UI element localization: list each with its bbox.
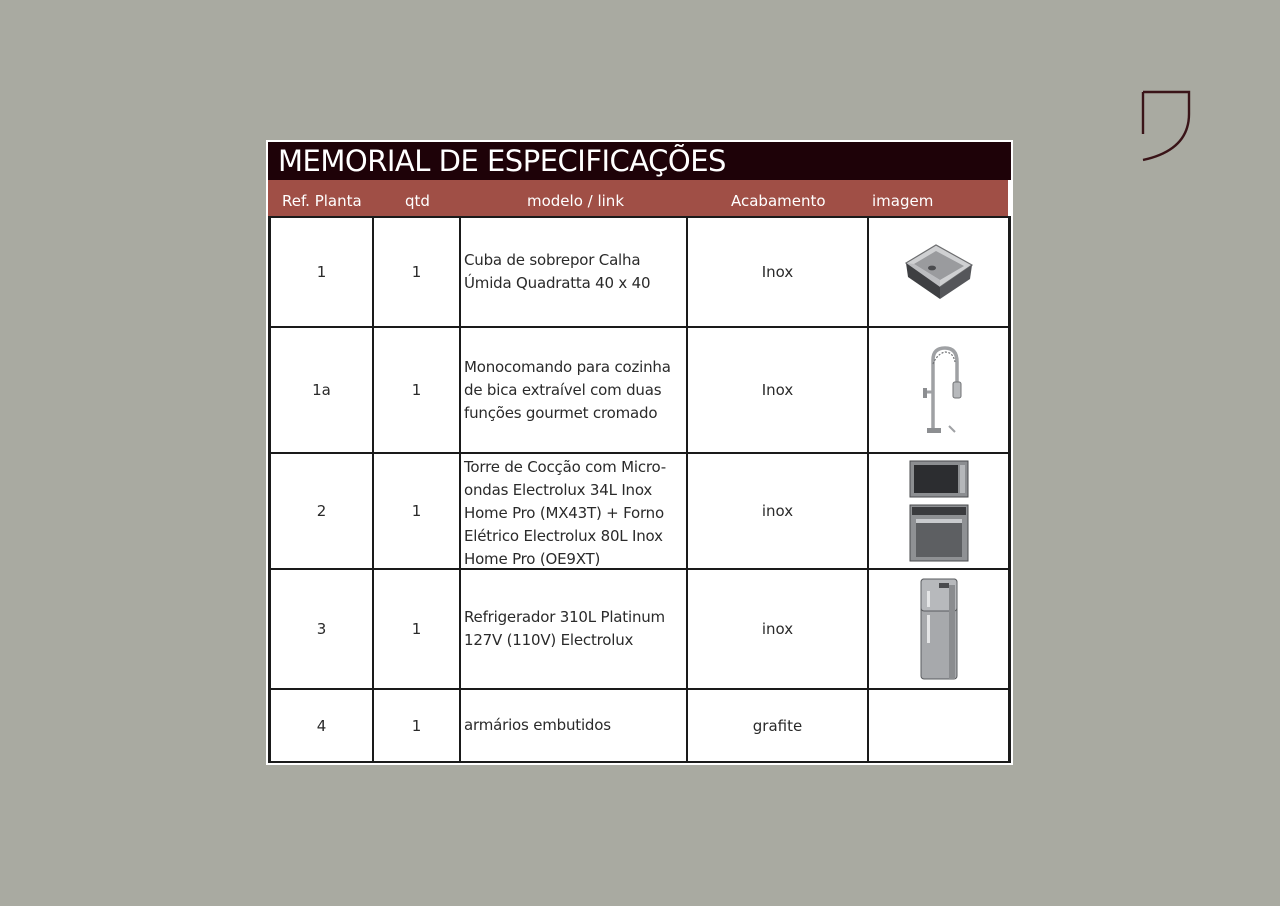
- cell-modelo: Cuba de sobrepor Calha Úmida Quadratta 40 x 40: [461, 218, 686, 326]
- cell-modelo: Monocomando para cozinha de bica extraível com duas funções gourmet cromado: [461, 328, 686, 452]
- cell-imagem: [869, 570, 1008, 688]
- cell-imagem: [869, 690, 1008, 761]
- cell-acabamento: Inox: [688, 218, 867, 326]
- cell-acabamento: Inox: [688, 328, 867, 452]
- cell-modelo: Refrigerador 310L Platinum 127V (110V) Electrolux: [461, 570, 686, 688]
- cell-ref: 1: [271, 218, 372, 326]
- cell-ref: 4: [271, 690, 372, 761]
- cell-ref: 3: [271, 570, 372, 688]
- table-header: [268, 180, 1008, 216]
- cell-imagem: [869, 328, 1008, 452]
- cell-qtd: 1: [374, 570, 459, 688]
- microwave-oven-icon: [908, 459, 970, 563]
- cell-modelo: Torre de Cocção com Micro-ondas Electrolux 34L Inox Home Pro (MX43T) + Forno Elétrico Electrolux 80L Inox Home Pro (OE9XT): [461, 454, 686, 568]
- cell-imagem: [869, 454, 1008, 568]
- header-ref-planta: Ref. Planta: [282, 192, 362, 210]
- cell-imagem: [869, 218, 1008, 326]
- refrigerator-icon: [919, 577, 959, 681]
- cell-ref: 1a: [271, 328, 372, 452]
- cell-qtd: 1: [374, 218, 459, 326]
- cell-ref: 2: [271, 454, 372, 568]
- specification-table: [268, 216, 1011, 763]
- cell-acabamento: inox: [688, 454, 867, 568]
- header-acabamento: Acabamento: [731, 192, 826, 210]
- document-title: MEMORIAL DE ESPECIFICAÇÕES: [268, 142, 1011, 180]
- header-imagem: imagem: [872, 192, 934, 210]
- cell-modelo: armários embutidos: [461, 690, 686, 761]
- sink-icon: [902, 241, 976, 303]
- specification-sheet: [266, 140, 1013, 765]
- cell-qtd: 1: [374, 690, 459, 761]
- brand-logo: [1140, 88, 1192, 162]
- header-modelo-link: modelo / link: [527, 192, 625, 210]
- cell-qtd: 1: [374, 328, 459, 452]
- cell-acabamento: inox: [688, 570, 867, 688]
- cell-acabamento: grafite: [688, 690, 867, 761]
- header-qtd: qtd: [405, 192, 430, 210]
- faucet-icon: [909, 344, 969, 436]
- cell-qtd: 1: [374, 454, 459, 568]
